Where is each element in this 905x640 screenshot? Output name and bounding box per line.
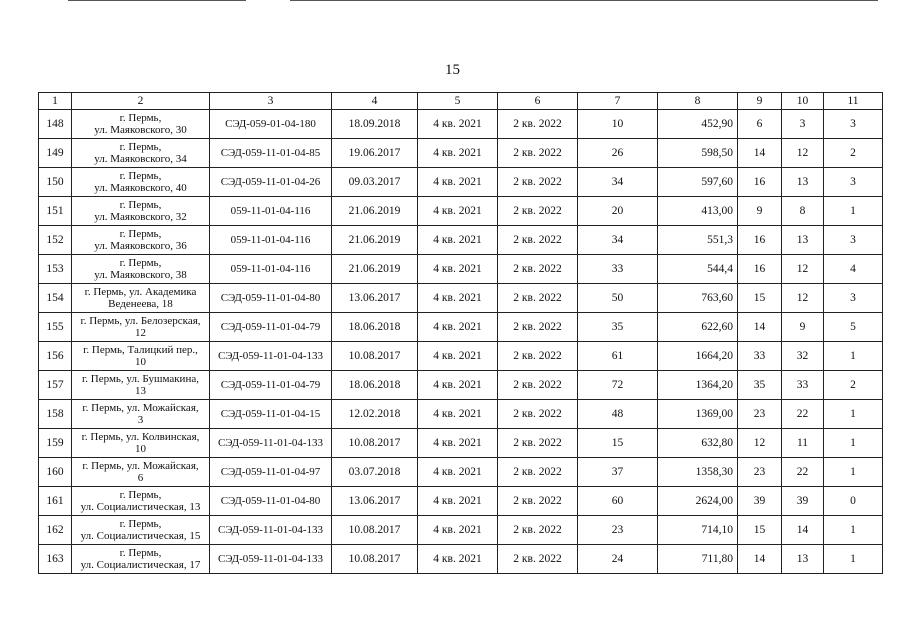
col-8-value-cell: 413,00 — [658, 197, 738, 226]
end-period-cell: 2 кв. 2022 — [498, 487, 578, 516]
address-cell: г. Пермь, ул. Маяковского, 40 — [72, 168, 210, 197]
document-date-cell: 21.06.2019 — [332, 197, 418, 226]
col-10-value-cell: 12 — [782, 255, 824, 284]
col-10-value-cell: 39 — [782, 487, 824, 516]
start-period-cell: 4 кв. 2021 — [418, 284, 498, 313]
col-11-value-cell: 3 — [824, 168, 883, 197]
end-period-cell: 2 кв. 2022 — [498, 284, 578, 313]
col-9-value-cell: 9 — [738, 197, 782, 226]
col-9-value-cell: 14 — [738, 545, 782, 574]
col-8-value-cell: 544,4 — [658, 255, 738, 284]
address-cell: г. Пермь, ул. Социалистическая, 13 — [72, 487, 210, 516]
column-header: 10 — [782, 93, 824, 110]
row-number-cell: 156 — [39, 342, 72, 371]
col-8-value-cell: 598,50 — [658, 139, 738, 168]
document-number-cell: СЭД-059-11-01-04-133 — [210, 516, 332, 545]
table-row — [39, 371, 883, 400]
table-row — [39, 400, 883, 429]
document-date-cell: 13.06.2017 — [332, 284, 418, 313]
row-number-cell: 161 — [39, 487, 72, 516]
address-cell: г. Пермь, ул. Социалистическая, 15 — [72, 516, 210, 545]
col-8-value-cell: 711,80 — [658, 545, 738, 574]
col-7-value-cell: 33 — [578, 255, 658, 284]
address-cell: г. Пермь, ул. Колвинская, 10 — [72, 429, 210, 458]
col-11-value-cell: 5 — [824, 313, 883, 342]
col-7-value-cell: 35 — [578, 313, 658, 342]
col-8-value-cell: 597,60 — [658, 168, 738, 197]
end-period-cell: 2 кв. 2022 — [498, 197, 578, 226]
col-10-value-cell: 13 — [782, 168, 824, 197]
address-cell: г. Пермь, ул. Маяковского, 34 — [72, 139, 210, 168]
col-9-value-cell: 16 — [738, 226, 782, 255]
document-date-cell: 21.06.2019 — [332, 226, 418, 255]
col-7-value-cell: 48 — [578, 400, 658, 429]
table-row — [39, 545, 883, 574]
col-7-value-cell: 26 — [578, 139, 658, 168]
column-header: 2 — [72, 93, 210, 110]
row-number-cell: 160 — [39, 458, 72, 487]
col-11-value-cell: 1 — [824, 400, 883, 429]
document-number-cell: 059-11-01-04-116 — [210, 255, 332, 284]
end-period-cell: 2 кв. 2022 — [498, 313, 578, 342]
start-period-cell: 4 кв. 2021 — [418, 429, 498, 458]
row-number-cell: 162 — [39, 516, 72, 545]
col-9-value-cell: 12 — [738, 429, 782, 458]
address-cell: г. Пермь, Талицкий пер., 10 — [72, 342, 210, 371]
document-date-cell: 19.06.2017 — [332, 139, 418, 168]
col-9-value-cell: 16 — [738, 255, 782, 284]
col-11-value-cell: 2 — [824, 139, 883, 168]
document-date-cell: 18.06.2018 — [332, 313, 418, 342]
col-8-value-cell: 622,60 — [658, 313, 738, 342]
document-number-cell: 059-11-01-04-116 — [210, 226, 332, 255]
table-row — [39, 458, 883, 487]
col-9-value-cell: 14 — [738, 139, 782, 168]
table-row — [39, 487, 883, 516]
col-7-value-cell: 15 — [578, 429, 658, 458]
document-number-cell: СЭД-059-11-01-04-15 — [210, 400, 332, 429]
end-period-cell: 2 кв. 2022 — [498, 226, 578, 255]
column-header: 4 — [332, 93, 418, 110]
table-row — [39, 139, 883, 168]
col-9-value-cell: 6 — [738, 110, 782, 139]
col-8-value-cell: 1358,30 — [658, 458, 738, 487]
address-cell: г. Пермь, ул. Маяковского, 30 — [72, 110, 210, 139]
end-period-cell: 2 кв. 2022 — [498, 371, 578, 400]
col-10-value-cell: 33 — [782, 371, 824, 400]
table-row — [39, 226, 883, 255]
table-row — [39, 284, 883, 313]
col-11-value-cell: 3 — [824, 226, 883, 255]
col-7-value-cell: 34 — [578, 168, 658, 197]
address-cell: г. Пермь, ул. Маяковского, 36 — [72, 226, 210, 255]
table-row — [39, 342, 883, 371]
document-number-cell: СЭД-059-01-04-180 — [210, 110, 332, 139]
col-8-value-cell: 1664,20 — [658, 342, 738, 371]
start-period-cell: 4 кв. 2021 — [418, 168, 498, 197]
document-date-cell: 18.06.2018 — [332, 371, 418, 400]
row-number-cell: 159 — [39, 429, 72, 458]
document-date-cell: 10.08.2017 — [332, 342, 418, 371]
start-period-cell: 4 кв. 2021 — [418, 487, 498, 516]
header-row — [39, 93, 883, 110]
col-11-value-cell: 1 — [824, 197, 883, 226]
col-9-value-cell: 23 — [738, 458, 782, 487]
start-period-cell: 4 кв. 2021 — [418, 342, 498, 371]
col-10-value-cell: 22 — [782, 400, 824, 429]
col-10-value-cell: 9 — [782, 313, 824, 342]
table-row — [39, 255, 883, 284]
start-period-cell: 4 кв. 2021 — [418, 139, 498, 168]
col-8-value-cell: 632,80 — [658, 429, 738, 458]
col-11-value-cell: 4 — [824, 255, 883, 284]
row-number-cell: 157 — [39, 371, 72, 400]
column-header: 8 — [658, 93, 738, 110]
col-11-value-cell: 1 — [824, 458, 883, 487]
col-10-value-cell: 14 — [782, 516, 824, 545]
col-7-value-cell: 20 — [578, 197, 658, 226]
col-11-value-cell: 3 — [824, 110, 883, 139]
col-11-value-cell: 1 — [824, 516, 883, 545]
column-header: 1 — [39, 93, 72, 110]
start-period-cell: 4 кв. 2021 — [418, 371, 498, 400]
document-number-cell: СЭД-059-11-01-04-80 — [210, 487, 332, 516]
start-period-cell: 4 кв. 2021 — [418, 255, 498, 284]
end-period-cell: 2 кв. 2022 — [498, 110, 578, 139]
end-period-cell: 2 кв. 2022 — [498, 429, 578, 458]
col-8-value-cell: 714,10 — [658, 516, 738, 545]
col-10-value-cell: 12 — [782, 284, 824, 313]
col-7-value-cell: 61 — [578, 342, 658, 371]
row-number-cell: 152 — [39, 226, 72, 255]
col-7-value-cell: 34 — [578, 226, 658, 255]
row-number-cell: 154 — [39, 284, 72, 313]
table-row — [39, 313, 883, 342]
address-cell: г. Пермь, ул. Академика Веденеева, 18 — [72, 284, 210, 313]
table-row — [39, 197, 883, 226]
col-10-value-cell: 3 — [782, 110, 824, 139]
top-rule-left — [68, 0, 246, 1]
col-8-value-cell: 1364,20 — [658, 371, 738, 400]
page-number: 15 — [445, 62, 460, 78]
document-date-cell: 10.08.2017 — [332, 516, 418, 545]
col-8-value-cell: 551,3 — [658, 226, 738, 255]
row-number-cell: 158 — [39, 400, 72, 429]
column-header: 3 — [210, 93, 332, 110]
col-10-value-cell: 13 — [782, 226, 824, 255]
col-10-value-cell: 11 — [782, 429, 824, 458]
col-9-value-cell: 15 — [738, 516, 782, 545]
column-header: 7 — [578, 93, 658, 110]
col-9-value-cell: 16 — [738, 168, 782, 197]
document-date-cell: 10.08.2017 — [332, 429, 418, 458]
end-period-cell: 2 кв. 2022 — [498, 168, 578, 197]
row-number-cell: 149 — [39, 139, 72, 168]
address-cell: г. Пермь, ул. Маяковского, 38 — [72, 255, 210, 284]
col-7-value-cell: 24 — [578, 545, 658, 574]
col-11-value-cell: 1 — [824, 545, 883, 574]
column-header: 11 — [824, 93, 883, 110]
document-number-cell: СЭД-059-11-01-04-133 — [210, 545, 332, 574]
start-period-cell: 4 кв. 2021 — [418, 400, 498, 429]
start-period-cell: 4 кв. 2021 — [418, 545, 498, 574]
document-number-cell: 059-11-01-04-116 — [210, 197, 332, 226]
end-period-cell: 2 кв. 2022 — [498, 255, 578, 284]
document-number-cell: СЭД-059-11-01-04-26 — [210, 168, 332, 197]
col-10-value-cell: 13 — [782, 545, 824, 574]
address-cell: г. Пермь, ул. Маяковского, 32 — [72, 197, 210, 226]
col-7-value-cell: 50 — [578, 284, 658, 313]
col-7-value-cell: 37 — [578, 458, 658, 487]
address-cell: г. Пермь, ул. Бушмакина, 13 — [72, 371, 210, 400]
document-number-cell: СЭД-059-11-01-04-79 — [210, 371, 332, 400]
column-header: 9 — [738, 93, 782, 110]
end-period-cell: 2 кв. 2022 — [498, 139, 578, 168]
document-number-cell: СЭД-059-11-01-04-79 — [210, 313, 332, 342]
column-header: 6 — [498, 93, 578, 110]
col-7-value-cell: 60 — [578, 487, 658, 516]
document-number-cell: СЭД-059-11-01-04-80 — [210, 284, 332, 313]
start-period-cell: 4 кв. 2021 — [418, 226, 498, 255]
document-number-cell: СЭД-059-11-01-04-85 — [210, 139, 332, 168]
col-11-value-cell: 0 — [824, 487, 883, 516]
col-11-value-cell: 1 — [824, 342, 883, 371]
end-period-cell: 2 кв. 2022 — [498, 400, 578, 429]
table-row — [39, 168, 883, 197]
document-number-cell: СЭД-059-11-01-04-133 — [210, 342, 332, 371]
end-period-cell: 2 кв. 2022 — [498, 342, 578, 371]
row-number-cell: 163 — [39, 545, 72, 574]
data-table — [38, 92, 883, 574]
document-date-cell: 03.07.2018 — [332, 458, 418, 487]
document-number-cell: СЭД-059-11-01-04-97 — [210, 458, 332, 487]
start-period-cell: 4 кв. 2021 — [418, 516, 498, 545]
end-period-cell: 2 кв. 2022 — [498, 516, 578, 545]
col-9-value-cell: 39 — [738, 487, 782, 516]
col-10-value-cell: 22 — [782, 458, 824, 487]
col-9-value-cell: 33 — [738, 342, 782, 371]
document-date-cell: 09.03.2017 — [332, 168, 418, 197]
top-rule-right — [290, 0, 878, 1]
col-11-value-cell: 1 — [824, 429, 883, 458]
col-9-value-cell: 35 — [738, 371, 782, 400]
document-date-cell: 12.02.2018 — [332, 400, 418, 429]
col-9-value-cell: 15 — [738, 284, 782, 313]
table-row — [39, 516, 883, 545]
col-8-value-cell: 452,90 — [658, 110, 738, 139]
row-number-cell: 151 — [39, 197, 72, 226]
document-date-cell: 10.08.2017 — [332, 545, 418, 574]
col-8-value-cell: 2624,00 — [658, 487, 738, 516]
document-date-cell: 21.06.2019 — [332, 255, 418, 284]
document-date-cell: 18.09.2018 — [332, 110, 418, 139]
col-7-value-cell: 72 — [578, 371, 658, 400]
row-number-cell: 150 — [39, 168, 72, 197]
address-cell: г. Пермь, ул. Белозерская, 12 — [72, 313, 210, 342]
document-number-cell: СЭД-059-11-01-04-133 — [210, 429, 332, 458]
col-8-value-cell: 1369,00 — [658, 400, 738, 429]
address-cell: г. Пермь, ул. Можайская, 3 — [72, 400, 210, 429]
col-11-value-cell: 3 — [824, 284, 883, 313]
col-10-value-cell: 8 — [782, 197, 824, 226]
document-date-cell: 13.06.2017 — [332, 487, 418, 516]
start-period-cell: 4 кв. 2021 — [418, 110, 498, 139]
start-period-cell: 4 кв. 2021 — [418, 313, 498, 342]
address-cell: г. Пермь, ул. Можайская, 6 — [72, 458, 210, 487]
table-row — [39, 429, 883, 458]
col-7-value-cell: 10 — [578, 110, 658, 139]
start-period-cell: 4 кв. 2021 — [418, 197, 498, 226]
col-8-value-cell: 763,60 — [658, 284, 738, 313]
col-9-value-cell: 23 — [738, 400, 782, 429]
row-number-cell: 155 — [39, 313, 72, 342]
col-11-value-cell: 2 — [824, 371, 883, 400]
col-10-value-cell: 32 — [782, 342, 824, 371]
col-9-value-cell: 14 — [738, 313, 782, 342]
end-period-cell: 2 кв. 2022 — [498, 545, 578, 574]
start-period-cell: 4 кв. 2021 — [418, 458, 498, 487]
column-header: 5 — [418, 93, 498, 110]
address-cell: г. Пермь, ул. Социалистическая, 17 — [72, 545, 210, 574]
col-10-value-cell: 12 — [782, 139, 824, 168]
row-number-cell: 153 — [39, 255, 72, 284]
row-number-cell: 148 — [39, 110, 72, 139]
table-row — [39, 110, 883, 139]
col-7-value-cell: 23 — [578, 516, 658, 545]
end-period-cell: 2 кв. 2022 — [498, 458, 578, 487]
